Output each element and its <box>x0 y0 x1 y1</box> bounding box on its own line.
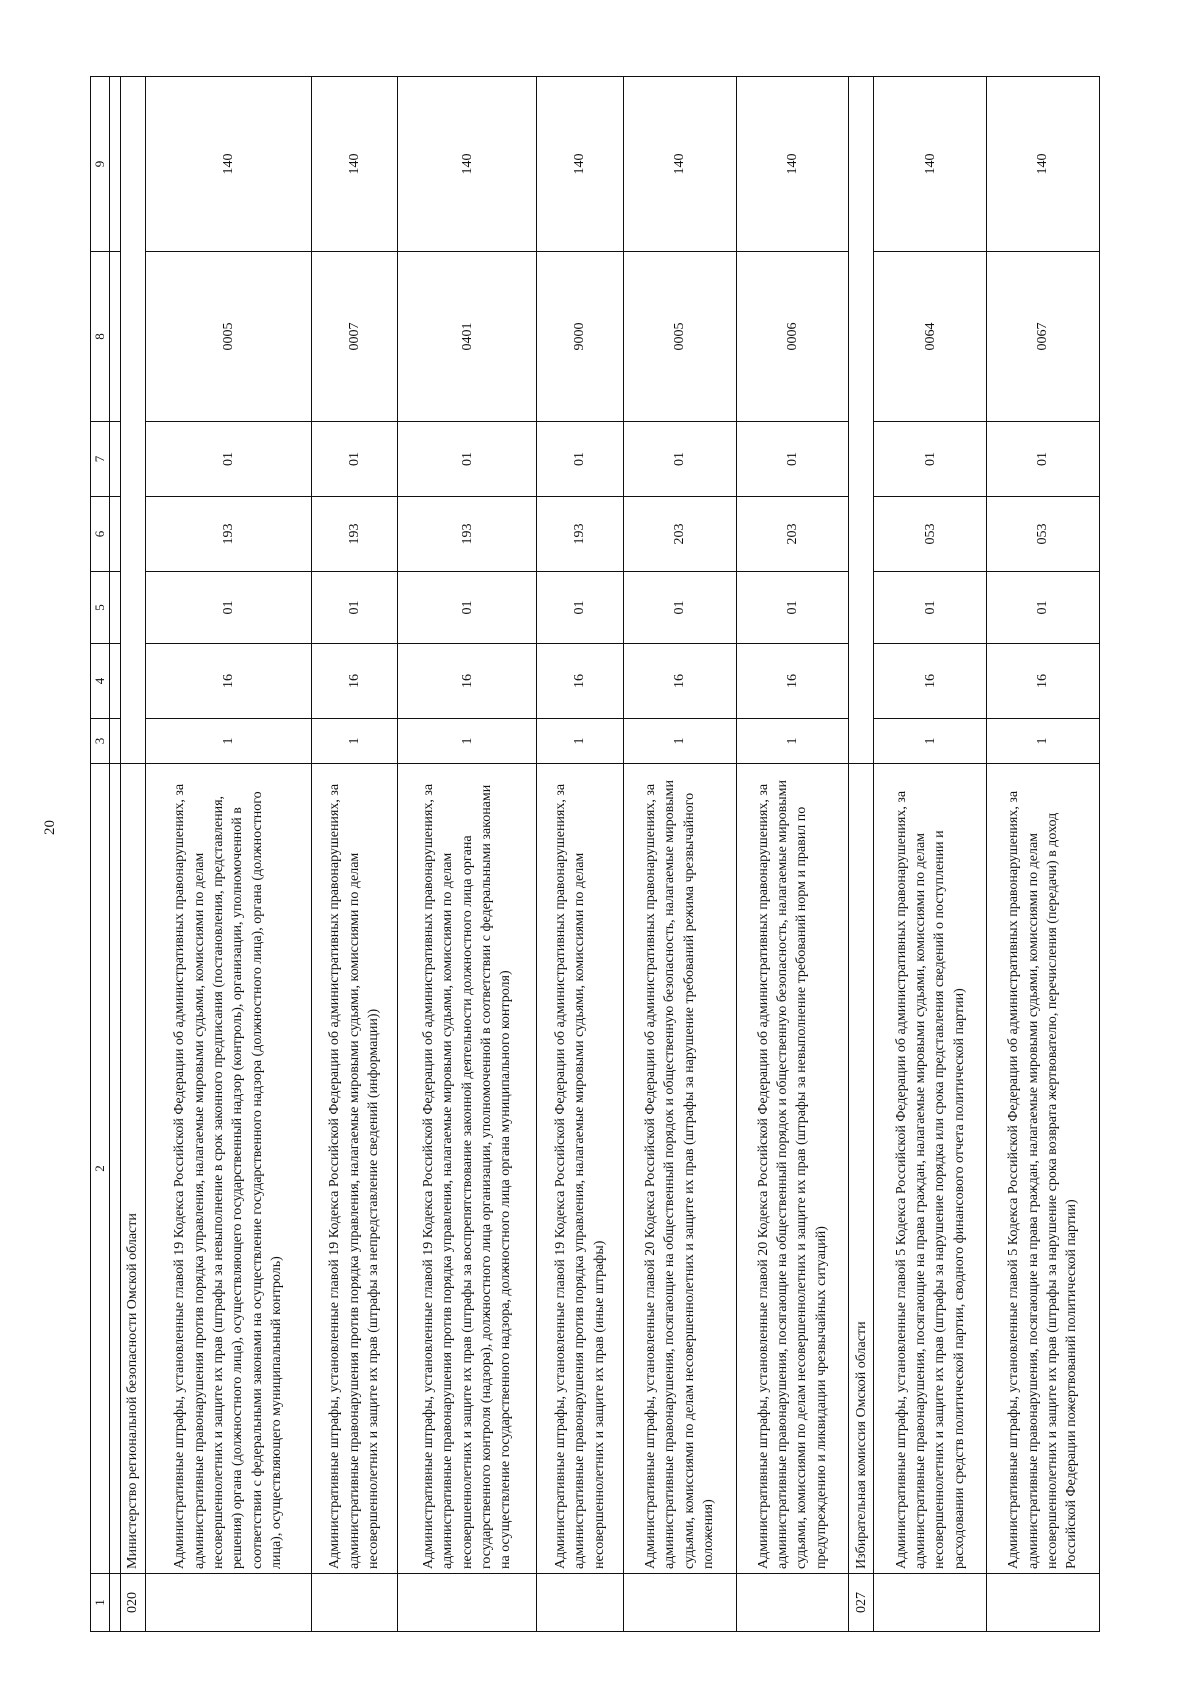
cell-c4: 16 <box>145 644 311 719</box>
cell-c3: 1 <box>623 719 736 764</box>
column-header: 5 <box>91 572 110 644</box>
description-cell: Административные штрафы, установленные главой 19 Кодекса Российской Федерации об административных правонарушениях, за административные правонарушения против порядка управления, налагаемые мировыми судьями, комиссиями по делам несовершеннолетних и защите их прав (штрафы за невыполнение в срок законного предписания (постановления, представления, решения) органа (должностного лица), осуществляющего государственный надзор (контроль), организации, уполномоченной в соответствии с федеральными законами на осуществление государственного надзора (должностного лица), органа (должностного лица), осуществляющего муниципальный контроль) <box>145 764 311 1574</box>
cell-c8: 0006 <box>736 252 849 422</box>
description-cell: Административные штрафы, установленные главой 20 Кодекса Российской Федерации об административных правонарушениях, за административные правонарушения, посягающие на общественный порядок и общественную безопасность, налагаемые мировыми судьями, комиссиями по делам несовершеннолетних и защите их прав (штрафы за нарушение требований режима чрезвычайного положения) <box>623 764 736 1574</box>
org-row <box>849 77 874 1632</box>
org-code: 020 <box>120 1574 145 1632</box>
cell-c8: 0007 <box>311 252 397 422</box>
description-cell: Административные штрафы, установленные главой 5 Кодекса Российской Федерации об административных правонарушениях, за административные правонарушения, посягающие на права граждан, налагаемые мировыми судьями, комиссиями по делам несовершеннолетних и защите их прав (штрафы за нарушение срока возврата жертвователю, перечисления (передачи) в доход Российской Федерации пожертвований политической партии) <box>987 764 1100 1574</box>
cell-c7: 01 <box>874 422 987 497</box>
cell-c8: 0401 <box>398 252 537 422</box>
column-header: 8 <box>91 252 110 422</box>
cell-c3: 1 <box>398 719 537 764</box>
cell-c6: 053 <box>987 497 1100 572</box>
cell-c9: 140 <box>311 77 397 252</box>
table-row <box>874 77 987 1632</box>
cell-c7: 01 <box>623 422 736 497</box>
cell-c3: 1 <box>311 719 397 764</box>
cell-c3: 1 <box>987 719 1100 764</box>
cell-c8: 0005 <box>145 252 311 422</box>
cell-c9: 140 <box>398 77 537 252</box>
column-header: 6 <box>91 497 110 572</box>
cell-c6: 203 <box>736 497 849 572</box>
cell-c5: 01 <box>874 572 987 644</box>
cell-c5: 01 <box>311 572 397 644</box>
description-cell: Административные штрафы, установленные главой 19 Кодекса Российской Федерации об административных правонарушениях, за административные правонарушения против порядка управления, налагаемые мировыми судьями, комиссиями по делам несовершеннолетних и защите их прав (штрафы за воспрепятствование законной деятельности должностного лица органа государственного контроля (надзора), должностного лица организации, уполномоченной в соответствии с федеральными законами на осуществление государственного надзора, должностного лица органа муниципального контроля) <box>398 764 537 1574</box>
cell-c6: 053 <box>874 497 987 572</box>
code-cell <box>311 1574 397 1632</box>
code-cell <box>398 1574 537 1632</box>
org-empty-cells <box>849 77 874 764</box>
cell-c4: 16 <box>623 644 736 719</box>
description-cell: Административные штрафы, установленные главой 19 Кодекса Российской Федерации об административных правонарушениях, за административные правонарушения против порядка управления, налагаемые мировыми судьями, комиссиями по делам несовершеннолетних и защите их прав (штрафы за непредставление сведений (информации)) <box>311 764 397 1574</box>
cell-c4: 16 <box>537 644 623 719</box>
cell-c4: 16 <box>987 644 1100 719</box>
table-row <box>311 77 397 1632</box>
cell-c6: 193 <box>145 497 311 572</box>
cell-c6: 193 <box>537 497 623 572</box>
cell-c6: 193 <box>398 497 537 572</box>
org-name: Министерство региональной безопасности Омской области <box>120 764 145 1574</box>
table-row <box>398 77 537 1632</box>
cell-c7: 01 <box>398 422 537 497</box>
rotated-table-container <box>90 77 1100 1632</box>
column-header: 1 <box>91 1574 110 1632</box>
cell-c7: 01 <box>311 422 397 497</box>
cell-c4: 16 <box>874 644 987 719</box>
budget-classification-table <box>90 76 1100 1632</box>
table-row <box>537 77 623 1632</box>
cell-c4: 16 <box>736 644 849 719</box>
column-header: 9 <box>91 77 110 252</box>
table-row <box>623 77 736 1632</box>
table-header <box>91 77 110 1632</box>
table-row <box>987 77 1100 1632</box>
code-cell <box>987 1574 1100 1632</box>
cell-c8: 9000 <box>537 252 623 422</box>
header-separator-row <box>109 77 120 1632</box>
cell-c9: 140 <box>623 77 736 252</box>
description-cell: Административные штрафы, установленные главой 5 Кодекса Российской Федерации об административных правонарушениях, за административные правонарушения, посягающие на права граждан, налагаемые мировыми судьями, комиссиями по делам несовершеннолетних и защите их прав (штрафы за нарушение порядка или срока представления сведений о поступлении и расходовании средств политической партии, сводного финансового отчета политической партии) <box>874 764 987 1574</box>
cell-c8: 0067 <box>987 252 1100 422</box>
cell-c8: 0064 <box>874 252 987 422</box>
column-header: 4 <box>91 644 110 719</box>
cell-c7: 01 <box>987 422 1100 497</box>
cell-c3: 1 <box>537 719 623 764</box>
page-number: 20 <box>42 820 58 835</box>
column-header: 3 <box>91 719 110 764</box>
code-cell <box>736 1574 849 1632</box>
cell-c7: 01 <box>145 422 311 497</box>
description-cell: Административные штрафы, установленные главой 19 Кодекса Российской Федерации об административных правонарушениях, за административные правонарушения против порядка управления, налагаемые мировыми судьями, комиссиями по делам несовершеннолетних и защите их прав (иные штрафы) <box>537 764 623 1574</box>
cell-c3: 1 <box>736 719 849 764</box>
cell-c5: 01 <box>537 572 623 644</box>
cell-c9: 140 <box>736 77 849 252</box>
cell-c9: 140 <box>874 77 987 252</box>
description-cell: Административные штрафы, установленные главой 20 Кодекса Российской Федерации об административных правонарушениях, за административные правонарушения, посягающие на общественный порядок и общественную безопасность, налагаемые мировыми судьями, комиссиями по делам несовершеннолетних и защите их прав (штрафы за невыполнение требований норм и правил по предупреждению и ликвидации чрезвычайных ситуаций) <box>736 764 849 1574</box>
cell-c9: 140 <box>145 77 311 252</box>
code-cell <box>537 1574 623 1632</box>
org-row <box>120 77 145 1632</box>
table-row <box>736 77 849 1632</box>
cell-c4: 16 <box>398 644 537 719</box>
cell-c9: 140 <box>537 77 623 252</box>
cell-c5: 01 <box>987 572 1100 644</box>
column-header: 7 <box>91 422 110 497</box>
org-empty-cells <box>120 77 145 764</box>
cell-c8: 0005 <box>623 252 736 422</box>
code-cell <box>623 1574 736 1632</box>
cell-c5: 01 <box>145 572 311 644</box>
cell-c3: 1 <box>145 719 311 764</box>
cell-c7: 01 <box>537 422 623 497</box>
table-row <box>145 77 311 1632</box>
column-header: 2 <box>91 764 110 1574</box>
org-name: Избирательная комиссия Омской области <box>849 764 874 1574</box>
org-code: 027 <box>849 1574 874 1632</box>
cell-c4: 16 <box>311 644 397 719</box>
table-body <box>109 77 1099 1632</box>
cell-c6: 193 <box>311 497 397 572</box>
code-cell <box>145 1574 311 1632</box>
cell-c5: 01 <box>398 572 537 644</box>
cell-c9: 140 <box>987 77 1100 252</box>
cell-c5: 01 <box>623 572 736 644</box>
cell-c6: 203 <box>623 497 736 572</box>
code-cell <box>874 1574 987 1632</box>
cell-c7: 01 <box>736 422 849 497</box>
cell-c5: 01 <box>736 572 849 644</box>
cell-c3: 1 <box>874 719 987 764</box>
